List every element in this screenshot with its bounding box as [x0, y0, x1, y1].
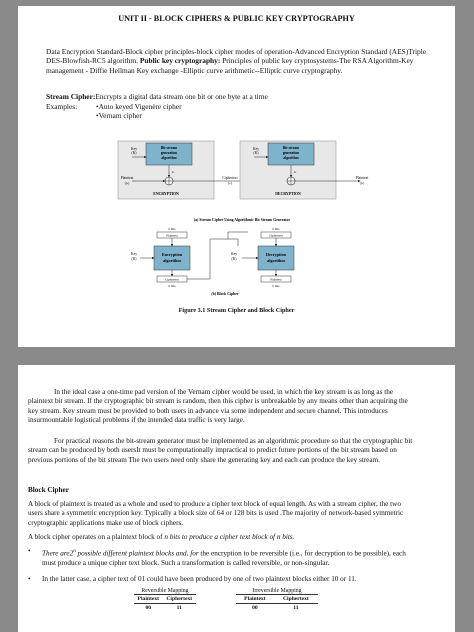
rev-cell: 00: [145, 605, 152, 611]
figure-caption: Figure 3.1 Stream Cipher and Block Cipher: [178, 307, 295, 314]
para2-text: For practical reasons the bit-stream generator must be implemented as an algorithmic procedure so that the cryptographic bit stream can be produced by both usersIt must be computationally impractical to predict future portions of the bit stream based on previous portions of the bit stream The two users need only share the generating key and each can produce the key stream.: [28, 437, 413, 464]
bsg-enc-line1: Bit-stream: [160, 146, 178, 150]
key-label-block-enc: Key: [131, 252, 137, 256]
ciphertext-block-enc-label: Ciphertext: [165, 277, 179, 282]
example-item-1: •Auto keyed Vigenère cipher: [96, 102, 182, 111]
enc-alg-line1: Encryption: [161, 252, 183, 257]
bullet1-text: [42, 547, 410, 568]
plaintext-out-label: Plaintext: [355, 176, 369, 180]
stream-cipher-label: Stream Cipher:: [46, 92, 96, 101]
irreversible-table-title: Irreversible Mapping: [252, 588, 302, 594]
caption-block-cipher: (b) Block Cipher: [211, 292, 239, 296]
k-label-block-dec: (K): [231, 257, 237, 261]
bits-label-4: b bits: [272, 284, 280, 288]
paragraph-block-cipher: [28, 500, 414, 528]
rev-cell: 11: [176, 605, 182, 611]
rev-col-ciphertext: Ciphertext: [163, 595, 196, 604]
unit-title: UNIT II - BLOCK CIPHERS & PUBLIC KEY CRYPTOGRAPHY: [118, 14, 355, 23]
k-label-block-enc: (K): [131, 257, 137, 261]
bullet2-text: In the latter case, a cipher text of 01 could have been produced by one of two plaintext blocks either 10 or 11.: [42, 575, 357, 583]
ki-label-dec: kᵢ: [294, 170, 297, 174]
irr-col-ciphertext: Ciphertext: [274, 595, 318, 604]
encryption-label: ENCRYPTION: [153, 192, 179, 196]
reversible-table-title: Reversible Mapping: [141, 588, 189, 594]
block-cipher-heading: Block Cipher: [28, 486, 69, 494]
key-label-dec: Key: [253, 147, 259, 151]
paragraph-one-time-pad: [28, 388, 414, 425]
decryption-label: DECRYPTION: [275, 192, 301, 196]
dec-alg-line2: algorithm: [267, 258, 285, 263]
plaintext-label: Plaintext: [120, 176, 134, 180]
k-label-dec: (K): [253, 151, 259, 155]
bullet-dot-1: •: [28, 547, 31, 555]
plaintext-block-enc-label: Plaintext: [166, 233, 178, 238]
rev-col-plaintext: Plaintext: [134, 595, 163, 604]
bsg-dec-line3: algorithm: [283, 156, 299, 160]
bsg-enc-line2: generation: [160, 151, 178, 155]
reversible-mapping-table: [134, 588, 196, 612]
ki-label-enc: kᵢ: [172, 170, 175, 174]
public-key-label: Public key cryptography:: [139, 56, 221, 66]
key-label-enc: Key: [131, 147, 137, 151]
para1-text: In the ideal case a one-time pad version of the Vernam cipher would be used, in which the key stream is as long as the plaintext bit stream. If the cryptographic bit stream is random, then this cipher is unbreakable by any means other than acquiring the key stream. Key stream must be provided to both users in advance via some independent and secure channel. This introduces insurmountable logistical problems if the intended data traffic is very large.: [28, 388, 408, 424]
bullet-dot-2: •: [28, 575, 31, 583]
para3-text: A block of plaintext is treated as a whole and used to produce a cipher text block of equal length. As with a stream cipher, the two users share a symmetric encryption key. Typically a block size of 64 or 128 bits is used .The majority of network-based symmetric cryptographic applications make use of block ciphers.: [28, 500, 404, 527]
stream-cipher-text: Encrypts a digital data stream one bit or one byte at a time: [95, 92, 268, 101]
bullet1-c: the encryption to be reversible (i.e., for decryption to be possible), each must produce a unique cipher text block. Such a transformation is called reversible, or non-singular.: [42, 549, 406, 567]
pi-out-label: (pᵢ): [359, 181, 365, 185]
irr-cell: 11: [293, 605, 299, 611]
cipher-diagram: [110, 139, 375, 329]
bits-label-2: b bits: [168, 284, 176, 288]
ciphertext-block-dec-label: Ciphertext: [269, 233, 283, 238]
paragraph-bit-stream-generator: [28, 437, 414, 465]
syllabus-paragraph: [46, 47, 431, 75]
bullet1-b: possible different plaintext blocks and, for: [75, 549, 199, 558]
bsg-dec-line2: generation: [282, 151, 300, 155]
document-page-1: [18, 6, 455, 347]
k-label-enc: (K): [131, 151, 137, 155]
ciphertext-label: Ciphertext: [222, 176, 238, 180]
irr-col-plaintext: Plaintext: [236, 595, 274, 604]
bullet-item-2: [28, 575, 418, 585]
bsg-dec-line1: Bit-stream: [282, 146, 300, 150]
syllabus-text-rest: Principles of public key cryptosystems-The RSA Algorithm-Key management - Diffie Hellman Key exchange -Elliptic curve arithmetic--Elliptic curve cryptography.: [46, 56, 414, 75]
pi-label: (pᵢ): [124, 181, 130, 185]
stream-cipher-definition: [46, 92, 431, 101]
bullet-item-1: [28, 547, 418, 577]
bits-label-1: b bits: [168, 227, 176, 231]
key-label-block-dec: Key: [231, 252, 237, 256]
caption-stream-cipher: (a) Stream Cipher Using Algorithmic Bit Stream Generator: [193, 218, 291, 222]
plaintext-block-dec-label: Plaintext: [270, 277, 282, 282]
syllabus-text: Data Encryption Standard-Block cipher principles-block cipher modes of operation-Advanced Encryption Standard (AES)Triple DES-Blowfish-RC5 algorithm.: [46, 47, 427, 66]
paragraph-block-operation: [28, 533, 414, 542]
ci-label: (cᵢ): [227, 181, 233, 185]
enc-alg-line2: algorithm: [163, 258, 181, 263]
irr-cell: 00: [252, 605, 258, 611]
bits-label-3: b bits: [272, 227, 280, 231]
irreversible-mapping-table: [236, 588, 318, 612]
para4-text-b: n bits to produce a cipher text block of n bits.: [164, 533, 295, 541]
bsg-enc-line3: algorithm: [161, 156, 177, 160]
examples-label: Examples:: [46, 102, 78, 111]
example-item-2: •Vernam cipher: [96, 111, 142, 120]
bullet1-sup: n: [73, 549, 76, 554]
dec-alg-line1: Decryption: [265, 252, 287, 257]
para4-text-a: A block cipher operates on a plaintext block of: [28, 533, 165, 541]
bullet1-a: There are2: [42, 549, 74, 558]
